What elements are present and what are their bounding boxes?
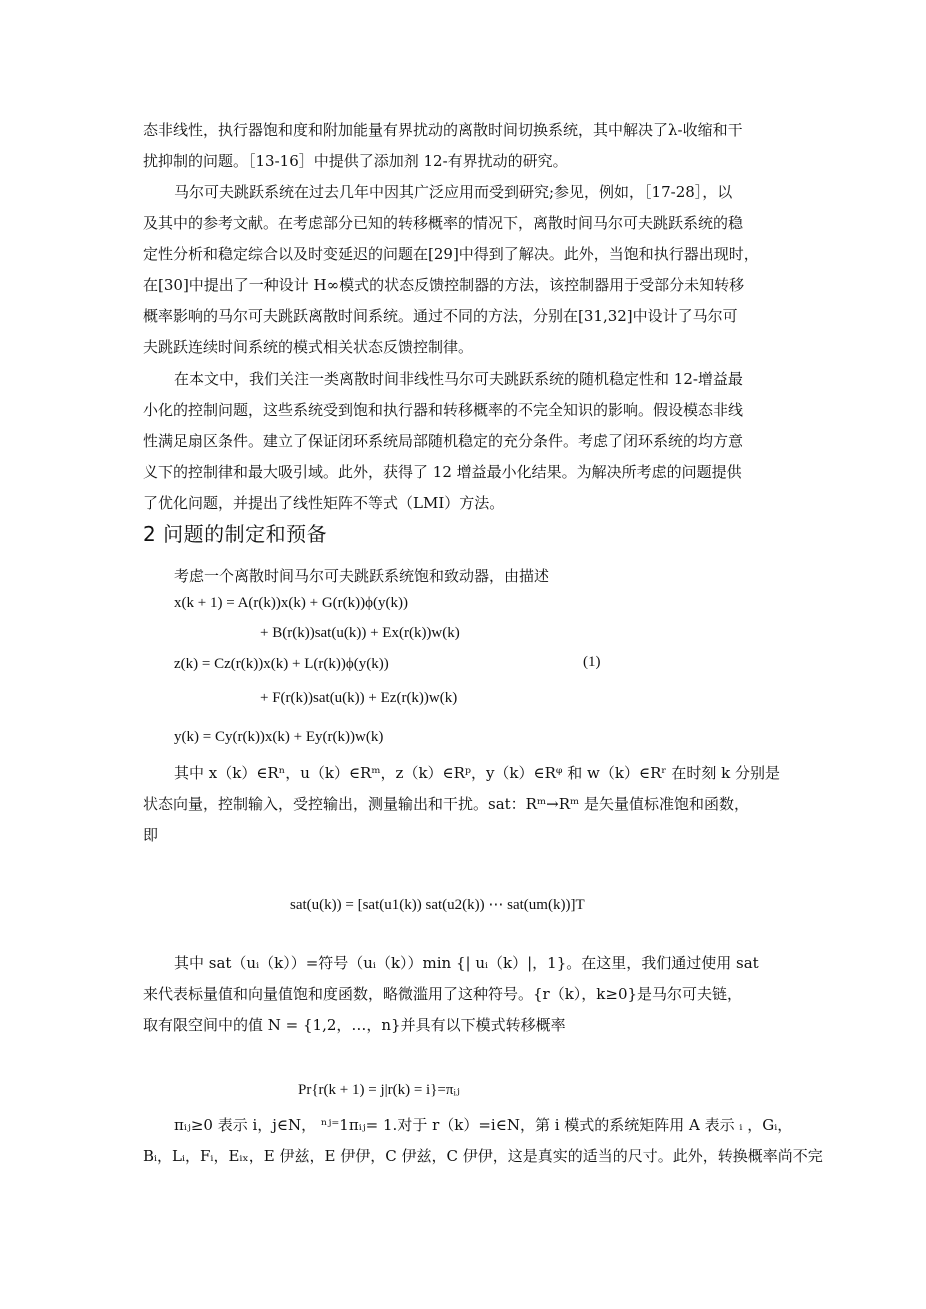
text-line: 考虑一个离散时间马尔可夫跳跃系统饱和致动器，由描述 <box>174 567 550 585</box>
paragraph-matrices <box>143 1110 823 1172</box>
text-line: πᵢⱼ≥0 表示 i，j∈N， ⁿʲ⁼1πᵢⱼ= 1.对于 r（k）=i∈N，第 i 模式的系统矩阵用 A 表示 ᵢ ，Gᵢ， <box>174 1116 793 1134</box>
equation-line: z(k) = Cz(r(k))x(k) + L(r(k))ϕ(y(k)) <box>174 656 389 672</box>
text-line: 状态向量，控制输入，受控输出，测量输出和干扰。sat：Rᵐ→Rᵐ 是矢量值标准饱和函数， <box>143 795 749 813</box>
equation-line: + B(r(k))sat(u(k)) + Ex(r(k))w(k) <box>260 625 460 641</box>
paragraph-markov-review <box>143 177 798 363</box>
text-line: 性满足扇区条件。建立了保证闭环系统局部随机稳定的充分条件。考虑了闭环系统的均方意 <box>143 432 744 450</box>
paragraph-sat-definition <box>143 948 798 1041</box>
text-line: 在[30]中提出了一种设计 H∞模式的状态反馈控制器的方法，该控制器用于受部分未知转移 <box>143 276 745 294</box>
text-line: 扰抑制的问题。［13-16］中提供了添加剂 12-有界扰动的研究。 <box>143 152 568 170</box>
paragraph-variables <box>143 758 798 851</box>
text-line: 夫跳跃连续时间系统的模式相关状态反馈控制律。 <box>143 338 474 356</box>
equation-number: (1) <box>583 654 601 670</box>
equation-transition-probability: Pr{r(k + 1) = j|r(k) = i}=πᵢⱼ <box>298 1082 460 1098</box>
text-line: 概率影响的马尔可夫跳跃离散时间系统。通过不同的方法，分别在[31,32]中设计了马尔可 <box>143 307 738 325</box>
paragraph-this-paper <box>143 364 798 519</box>
section-heading: 2 问题的制定和预备 <box>143 522 328 546</box>
paragraph-consider <box>143 561 798 592</box>
text-line: 定性分析和稳定综合以及时变延迟的问题在[29]中得到了解决。此外，当饱和执行器出现时， <box>143 245 759 263</box>
equation-sat: sat(u(k)) = [sat(u1(k)) sat(u2(k)) ⋯ sat(um(k))]T <box>290 897 585 913</box>
text-line: 态非线性，执行器饱和度和附加能量有界扰动的离散时间切换系统，其中解决了λ-收缩和干 <box>143 121 743 139</box>
text-line: 取有限空间中的值 N = {1,2，…，n}并具有以下模式转移概率 <box>143 1016 566 1034</box>
text-line: 小化的控制问题，这些系统受到饱和执行器和转移概率的不完全知识的影响。假设模态非线 <box>143 401 744 419</box>
text-line: 马尔可夫跳跃系统在过去几年中因其广泛应用而受到研究;参见，例如，［17-28］，以 <box>174 183 733 201</box>
text-line: Bᵢ，Lᵢ，Fᵢ，Eᵢₓ，E 伊兹，E 伊伊，C 伊兹，C 伊伊，这是真实的适当的尺寸。此外，转换概率尚不完 <box>143 1147 823 1165</box>
text-line: 及其中的参考文献。在考虑部分已知的转移概率的情况下，离散时间马尔可夫跳跃系统的稳 <box>143 214 744 232</box>
equation-line: + F(r(k))sat(u(k)) + Ez(r(k))w(k) <box>260 690 458 706</box>
text-line: 即 <box>143 826 159 844</box>
equation-line: y(k) = Cy(r(k))x(k) + Ey(r(k))w(k) <box>174 729 384 745</box>
text-line: 其中 x（k）∈Rⁿ，u（k）∈Rᵐ，z（k）∈Rᵖ，y（k）∈Rᵠ 和 w（k）∈Rʳ 在时刻 k 分别是 <box>174 764 780 782</box>
text-line: 来代表标量值和向量值饱和度函数，略微滥用了这种符号。{r（k），k≥0}是马尔可夫链， <box>143 985 743 1003</box>
text-line: 在本文中，我们关注一类离散时间非线性马尔可夫跳跃系统的随机稳定性和 12-增益最 <box>174 370 743 388</box>
text-line: 义下的控制律和最大吸引域。此外，获得了 12 增益最小化结果。为解决所考虑的问题提供 <box>143 463 742 481</box>
text-line: 了优化问题，并提出了线性矩阵不等式（LMI）方法。 <box>143 494 505 512</box>
text-line: 其中 sat（uᵢ（k））=符号（uᵢ（k））min {| uᵢ（k）|，1}。在这里，我们通过使用 sat <box>174 954 759 972</box>
paragraph-intro-continued <box>143 115 798 177</box>
equation-line: x(k + 1) = A(r(k))x(k) + G(r(k))ϕ(y(k)) <box>174 595 409 611</box>
